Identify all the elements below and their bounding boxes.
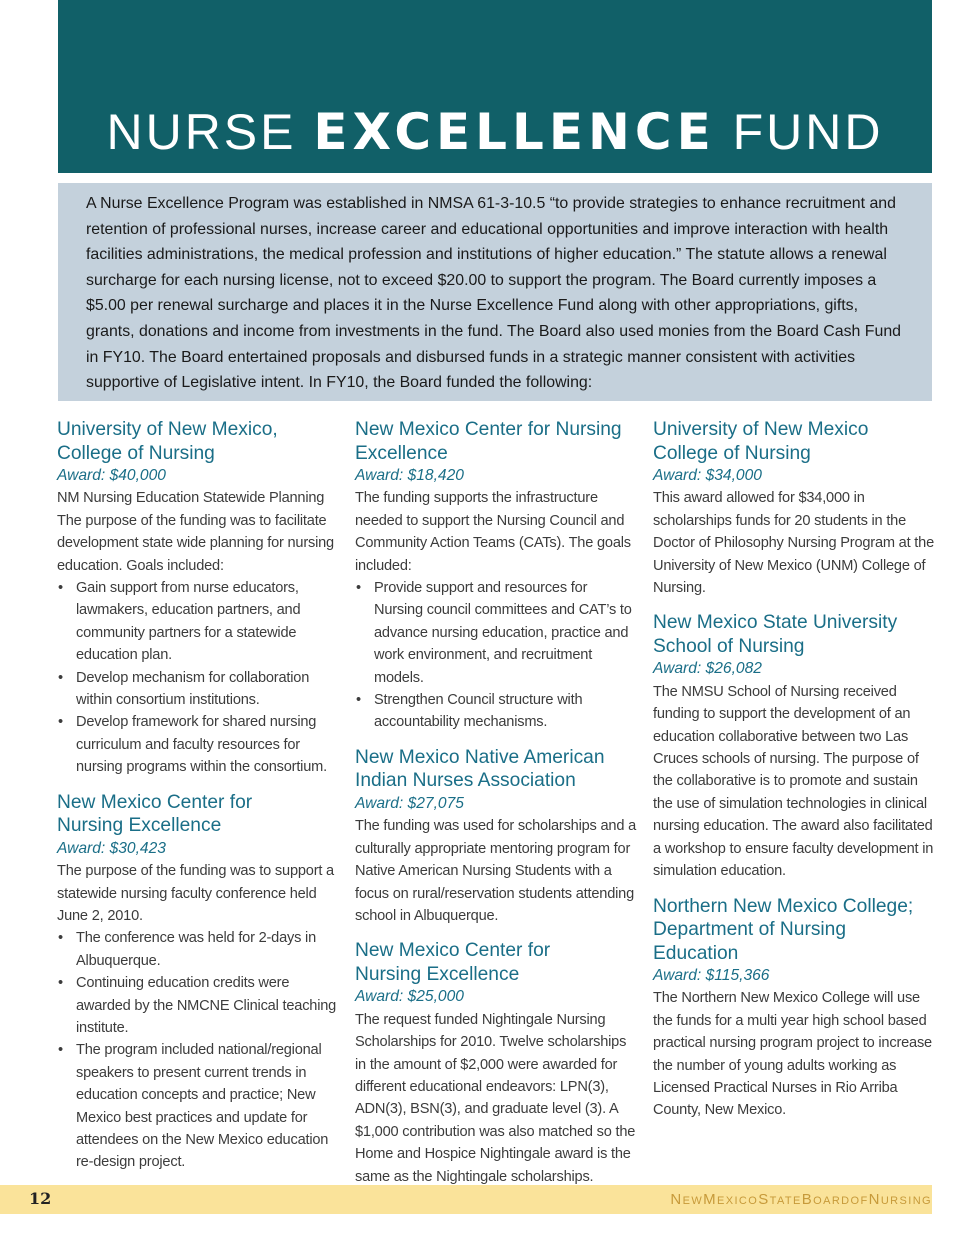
award-amount: Award: $18,420 <box>355 467 464 484</box>
column-3 <box>653 418 935 1134</box>
page-title-part-2: EXCELLENCE <box>313 103 716 161</box>
intro-paragraph: A Nurse Excellence Program was established in NMSA 61-3-10.5 “to provide strategies to enhance recruitment and retention of professional nurses, increase career and educational opportunities and improve interaction with health facilities administrations, the medical profession and institutions of higher education.” The statute allows a renewal surcharge for each nursing license, not to exceed $20.00 to support the program. The Board currently imposes a $5.00 per renewal surcharge and places it in the Nurse Excellence Fund along with other appropriations, gifts, grants, donations and income from investments in the fund. The Board also used monies from the Board Cash Fund in FY10. The Board entertained proposals and disbursed funds in a strategic manner consistent with activities supportive of Legislative intent. In FY10, the Board funded the following: <box>86 195 901 392</box>
award-amount: Award: $26,082 <box>653 660 762 678</box>
bullet-list <box>57 927 339 1173</box>
section-title-line-2: College of Nursing <box>57 442 215 464</box>
bullet-item: • Develop framework for shared nursing curriculum and faculty resources for nursing programs within the consortium. <box>57 711 339 778</box>
section-title-line-1: University of New Mexico <box>653 419 869 440</box>
bullet-item: • Strengthen Council structure with accountability mechanisms. <box>355 689 637 734</box>
bullet-item: • Gain support from nurse educators, lawmakers, education partners, and community partners for a statewide education plan. <box>57 577 339 667</box>
footer-bar <box>0 1185 932 1214</box>
section-title-line-2: Excellence <box>355 442 448 464</box>
award-section <box>57 418 339 779</box>
section-paragraph: The NMSU School of Nursing received funding to support the development of an education collaborative between two Las Cruces schools of nursing. The purpose of the collaborative is to promote and sustain the use of simulation technologies in clinical nursing education. The award also facilitated a workshop to ensure faculty development in simulation education. <box>653 683 934 880</box>
section-title-line-1: New Mexico Center for Nursing <box>355 419 622 440</box>
section-title-line-1: Northern New Mexico College; <box>653 895 914 917</box>
award-amount: Award: $34,000 <box>653 467 762 484</box>
award-amount: Award: $27,075 <box>355 794 464 812</box>
section-title <box>355 746 637 793</box>
award-amount: Award: $40,000 <box>57 467 166 484</box>
page-title-part-3: FUND <box>715 104 884 160</box>
section-title <box>653 418 935 465</box>
section-title-line-1: New Mexico Native American <box>355 746 605 768</box>
section-title-line-2: College of Nursing <box>653 442 811 464</box>
section-title <box>653 611 935 658</box>
award-section <box>355 746 637 927</box>
section-title <box>57 791 339 838</box>
section-title <box>355 418 637 465</box>
section-title-line-1: New Mexico Center for <box>57 791 253 813</box>
footer-organization: NewMexicoStateBoardofNursing <box>670 1191 932 1208</box>
column-2 <box>355 418 637 1200</box>
award-amount: Award: $115,366 <box>653 967 770 984</box>
award-section <box>57 791 339 1174</box>
intro-box <box>58 183 932 401</box>
section-title <box>355 939 637 986</box>
section-paragraph: The purpose of the funding was to support a statewide nursing faculty conference held June 2, 2010. <box>57 863 334 924</box>
section-paragraph: The Northern New Mexico College will use the funds for a multi year high school based practical nursing program project to increase the number of young adults working as Licensed Practical Nurses in Rio Arriba County, New Mexico. <box>653 990 932 1119</box>
section-paragraph: The funding supports the infrastructure needed to support the Nursing Council and Community Action Teams (CATs). The goals included: <box>355 490 631 574</box>
section-title-line-2: Nursing Excellence <box>57 815 222 837</box>
section-paragraph: NM Nursing Education Statewide Planning <box>57 490 325 507</box>
bullet-item: • Develop mechanism for collaboration within consortium institutions. <box>57 667 339 712</box>
award-section <box>653 611 935 882</box>
bullet-list <box>355 577 637 734</box>
page-number: 12 <box>29 1189 52 1208</box>
bullet-list <box>57 577 339 779</box>
bullet-item: • Continuing education credits were awarded by the NMCNE Clinical teaching institute. <box>57 972 339 1039</box>
section-title-line-2: School of Nursing <box>653 635 805 657</box>
section-paragraph: The purpose of the funding was to facilitate development state wide planning for nursing education. Goals included: <box>57 512 334 574</box>
bullet-item: • The conference was held for 2-days in Albuquerque. <box>57 927 339 972</box>
section-title-line-2: Indian Nurses Association <box>355 770 576 792</box>
award-amount: Award: $30,423 <box>57 839 166 857</box>
award-section <box>355 939 637 1188</box>
title-banner <box>58 0 932 173</box>
section-title-line-1: New Mexico State University <box>653 612 898 634</box>
column-1 <box>57 418 339 1186</box>
section-paragraph: The funding was used for scholarships and a culturally appropriate mentoring program for Native American Nursing Students with a focus on rural/reservation students attending school in Albuquerque. <box>355 818 637 924</box>
bullet-item: • Provide support and resources for Nursing council committees and CAT’s to advance nursing education, practice and work environment, and recruitment models. <box>355 577 637 689</box>
section-title-line-2: Nursing Excellence <box>355 963 520 985</box>
award-section <box>355 418 637 734</box>
award-amount: Award: $25,000 <box>355 988 464 1006</box>
section-title-line-1: New Mexico Center for <box>355 940 551 962</box>
page-title <box>58 103 932 161</box>
bullet-item: • The program included national/regional speakers to present current trends in education concepts and practice; New Mexico best practices and update for attendees on the New Mexico education re-design project. <box>57 1039 339 1173</box>
section-title-line-1: University of New Mexico, <box>57 419 278 440</box>
section-paragraph: This award allowed for $34,000 in scholarships funds for 20 students in the Doctor of Philosophy Nursing Program at the University of New Mexico (UNM) College of Nursing. <box>653 490 934 597</box>
section-paragraph: The request funded Nightingale Nursing Scholarships for 2010. Twelve scholarships in the amount of $2,000 were awarded for different educational endeavors: LPN(3), ADN(3), BSN(3), and graduate level (3). A $1,000 contribution was also matched so the Home and Hospice Nightingale award is the same as the Nightingale scholarships. <box>355 1011 636 1185</box>
section-title-line-2: Department of Nursing Education <box>653 919 847 964</box>
award-section <box>653 418 935 599</box>
section-title <box>57 418 339 465</box>
section-title <box>653 895 935 966</box>
award-section <box>653 895 935 1122</box>
page-title-part-1: NURSE <box>106 104 314 160</box>
